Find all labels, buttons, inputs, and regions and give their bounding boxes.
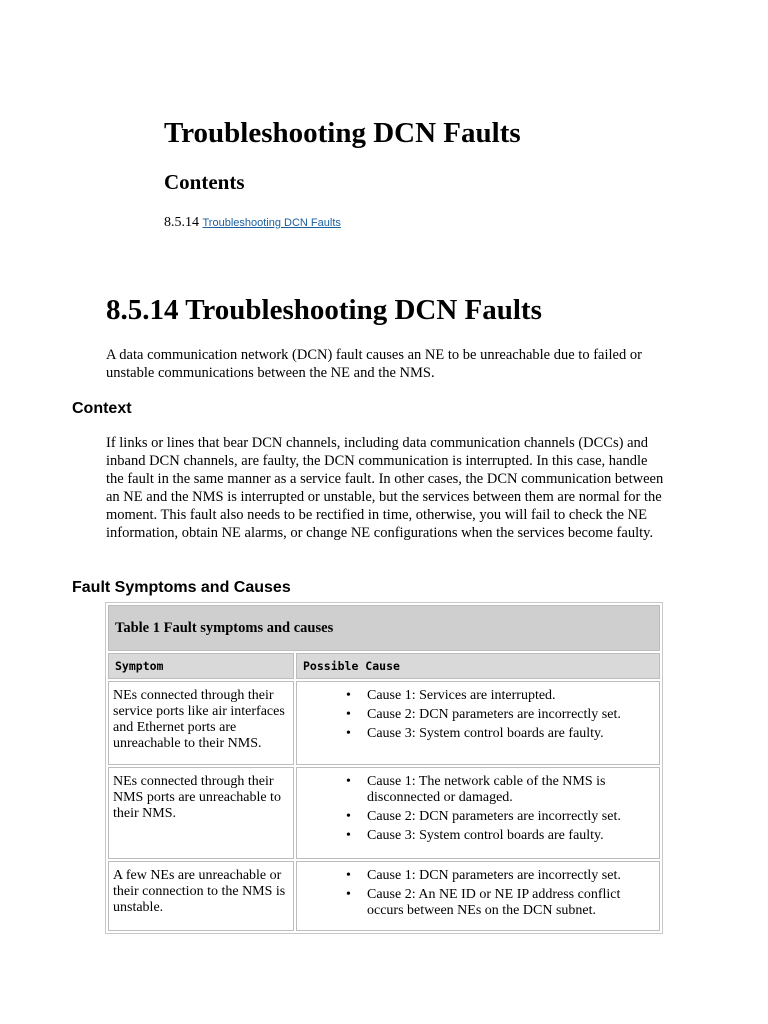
- context-heading: Context: [72, 400, 132, 417]
- cause-cell: [296, 861, 660, 931]
- cause-cell: [296, 767, 660, 859]
- fault-symptoms-heading: Fault Symptoms and Causes: [72, 579, 291, 596]
- symptom-cell: NEs connected through their service ports like air interfaces and Ethernet ports are unreachable to their NMS.: [108, 681, 294, 765]
- cause-cell: [296, 681, 660, 765]
- table-row: [108, 767, 660, 859]
- cause-item: • Cause 2: DCN parameters are incorrectly set.: [367, 809, 655, 825]
- cause-list: [301, 868, 655, 919]
- section-heading: 8.5.14 Troubleshooting DCN Faults: [106, 294, 542, 326]
- column-header-possible-cause: Possible Cause: [296, 653, 660, 679]
- symptom-cell: NEs connected through their NMS ports are unreachable to their NMS.: [108, 767, 294, 859]
- toc-link[interactable]: Troubleshooting DCN Faults: [202, 217, 341, 229]
- context-paragraph: If links or lines that bear DCN channels, including data communication channels (DCCs) and inband DCN channels, are faulty, the DCN communication is interrupted. In this case, handle the fault in the same manner as a service fault. In other cases, the DCN communication between an NE and the NMS is interrupted or unstable, but the services between them are normal for the moment. This fault also needs to be rectified in time, otherwise, you will fail to check the NE information, obtain NE alarms, or change NE configurations when the services become faulty.: [106, 435, 664, 541]
- cause-item: • Cause 3: System control boards are faulty.: [367, 726, 655, 742]
- cause-item: • Cause 2: DCN parameters are incorrectly set.: [367, 707, 655, 723]
- table-caption: Table 1 Fault symptoms and causes: [108, 605, 660, 651]
- table-row: [108, 681, 660, 765]
- cause-item: • Cause 1: Services are interrupted.: [367, 688, 655, 704]
- intro-paragraph: A data communication network (DCN) fault causes an NE to be unreachable due to failed or unstable communications between the NE and the NMS.: [106, 347, 642, 381]
- column-header-symptom: Symptom: [108, 653, 294, 679]
- document-title: Troubleshooting DCN Faults: [164, 117, 521, 149]
- cause-list: [301, 774, 655, 844]
- cause-item: • Cause 3: System control boards are faulty.: [367, 828, 655, 844]
- fault-symptoms-table: [106, 603, 662, 933]
- symptom-cell: A few NEs are unreachable or their connection to the NMS is unstable.: [108, 861, 294, 931]
- toc-entry: [164, 214, 341, 232]
- cause-list: [301, 688, 655, 742]
- cause-item: • Cause 1: The network cable of the NMS is disconnected or damaged.: [367, 774, 655, 806]
- toc-entry-number: 8.5.14: [164, 215, 199, 230]
- contents-heading: Contents: [164, 170, 245, 194]
- table-row: [108, 861, 660, 931]
- cause-item: • Cause 1: DCN parameters are incorrectly set.: [367, 868, 655, 884]
- cause-item: • Cause 2: An NE ID or NE IP address conflict occurs between NEs on the DCN subnet.: [367, 887, 655, 919]
